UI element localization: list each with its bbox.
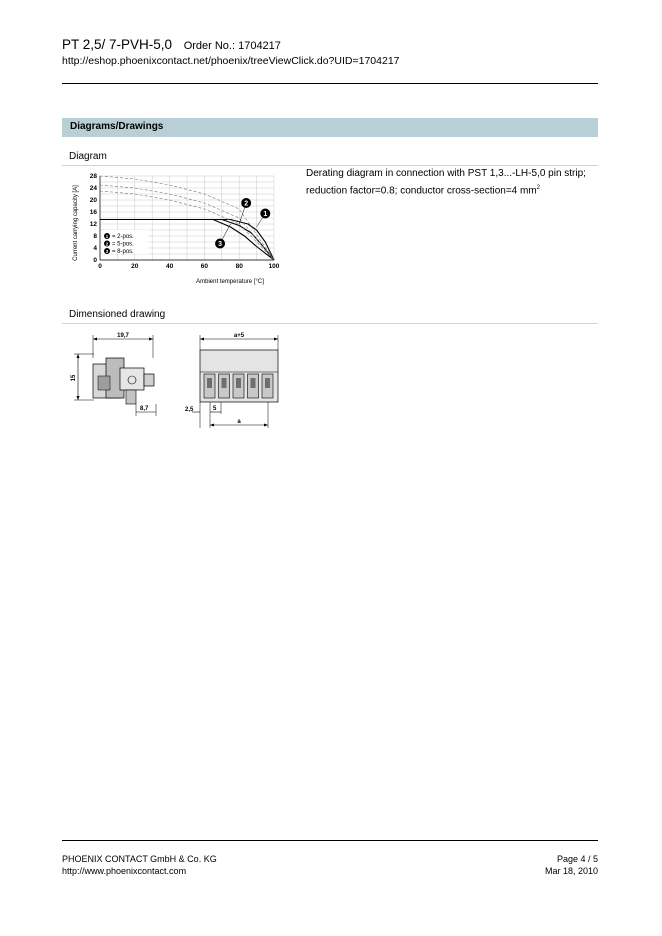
- y-tick-label: 20: [89, 197, 97, 204]
- y-tick-label: 16: [89, 209, 97, 216]
- legend-marker-label: 2: [105, 241, 109, 247]
- diagram-divider: [62, 165, 598, 166]
- section-title: Diagrams/Drawings: [70, 121, 164, 132]
- section-header: [62, 118, 598, 137]
- y-tick-label: 8: [93, 233, 97, 240]
- x-tick-label: 40: [165, 263, 174, 270]
- dim-a: a: [237, 419, 241, 425]
- diagram-description-text: Derating diagram in connection with PST 1,3...-LH-5,0 pin strip; reduction factor=0.8; conductor cross-section=4 mm: [306, 168, 586, 197]
- footer-page: Page 4 / 5: [556, 854, 598, 864]
- drawing-divider: [62, 323, 598, 324]
- header-divider: [62, 83, 598, 84]
- footer-company: PHOENIX CONTACT GmbH & Co. KG: [62, 854, 217, 864]
- front-view-slots: [204, 374, 273, 398]
- front-view-drawing: [180, 330, 285, 430]
- order-number: Order No.: 1704217: [183, 40, 281, 52]
- chart-legend: [102, 230, 148, 255]
- connector-screw: [251, 378, 256, 388]
- footer-date: Mar 18, 2010: [544, 866, 598, 876]
- legend-label: = 8-pos.: [112, 249, 134, 255]
- diagram-description: [306, 167, 598, 198]
- legend-label: = 2-pos.: [112, 234, 134, 240]
- chart-ticks: [90, 173, 280, 270]
- dim-height: 15: [71, 374, 77, 382]
- x-tick-label: 100: [268, 263, 280, 270]
- derating-chart: [62, 168, 282, 290]
- x-tick-label: 60: [200, 263, 209, 270]
- footer-website[interactable]: http://www.phoenixcontact.com: [62, 866, 187, 876]
- connector-screw: [207, 378, 212, 388]
- footer-left: [62, 853, 217, 877]
- product-name: PT 2,5/ 7-PVH-5,0: [62, 37, 173, 52]
- legend-label: = 5-pos.: [112, 241, 134, 248]
- y-tick-label: 12: [89, 221, 97, 228]
- connector-screw: [236, 378, 241, 388]
- legend-marker-label: 3: [105, 249, 109, 254]
- page-title: [62, 37, 281, 52]
- marker-label: 3: [218, 240, 223, 248]
- dim-pitch: 5: [213, 406, 217, 412]
- chart-markers: [215, 198, 270, 249]
- side-view-drawing: [68, 330, 168, 430]
- marker-label: 1: [263, 210, 268, 218]
- footer-right: [545, 853, 598, 877]
- x-tick-label: 0: [98, 263, 102, 270]
- dim-overall: a+5: [233, 333, 245, 339]
- dim-offset: 2,5: [185, 407, 194, 413]
- product-url[interactable]: http://eshop.phoenixcontact.net/phoenix/treeViewClick.do?UID=1704217: [62, 55, 400, 67]
- drawing-heading: Dimensioned drawing: [69, 309, 166, 320]
- connector-screw: [265, 378, 270, 388]
- x-tick-label: 20: [131, 263, 139, 270]
- dim-width-top: 19,7: [117, 333, 129, 339]
- diagram-description-sup: 2: [536, 185, 541, 191]
- chart-ylabel: Current carrying capacity [A]: [73, 185, 79, 261]
- chart-xlabel: Ambient temperature [°C]: [196, 279, 264, 285]
- connector-screw: [222, 378, 227, 388]
- legend-marker-label: 1: [105, 234, 109, 239]
- y-tick-label: 0: [93, 257, 97, 264]
- y-tick-label: 4: [93, 245, 97, 252]
- marker-label: 2: [244, 200, 249, 208]
- footer-divider: [62, 840, 598, 841]
- x-tick-label: 80: [235, 263, 243, 270]
- dim-depth: 8,7: [140, 406, 149, 412]
- diagram-heading: Diagram: [69, 151, 107, 162]
- y-tick-label: 24: [89, 185, 97, 192]
- y-tick-label: 28: [89, 173, 97, 180]
